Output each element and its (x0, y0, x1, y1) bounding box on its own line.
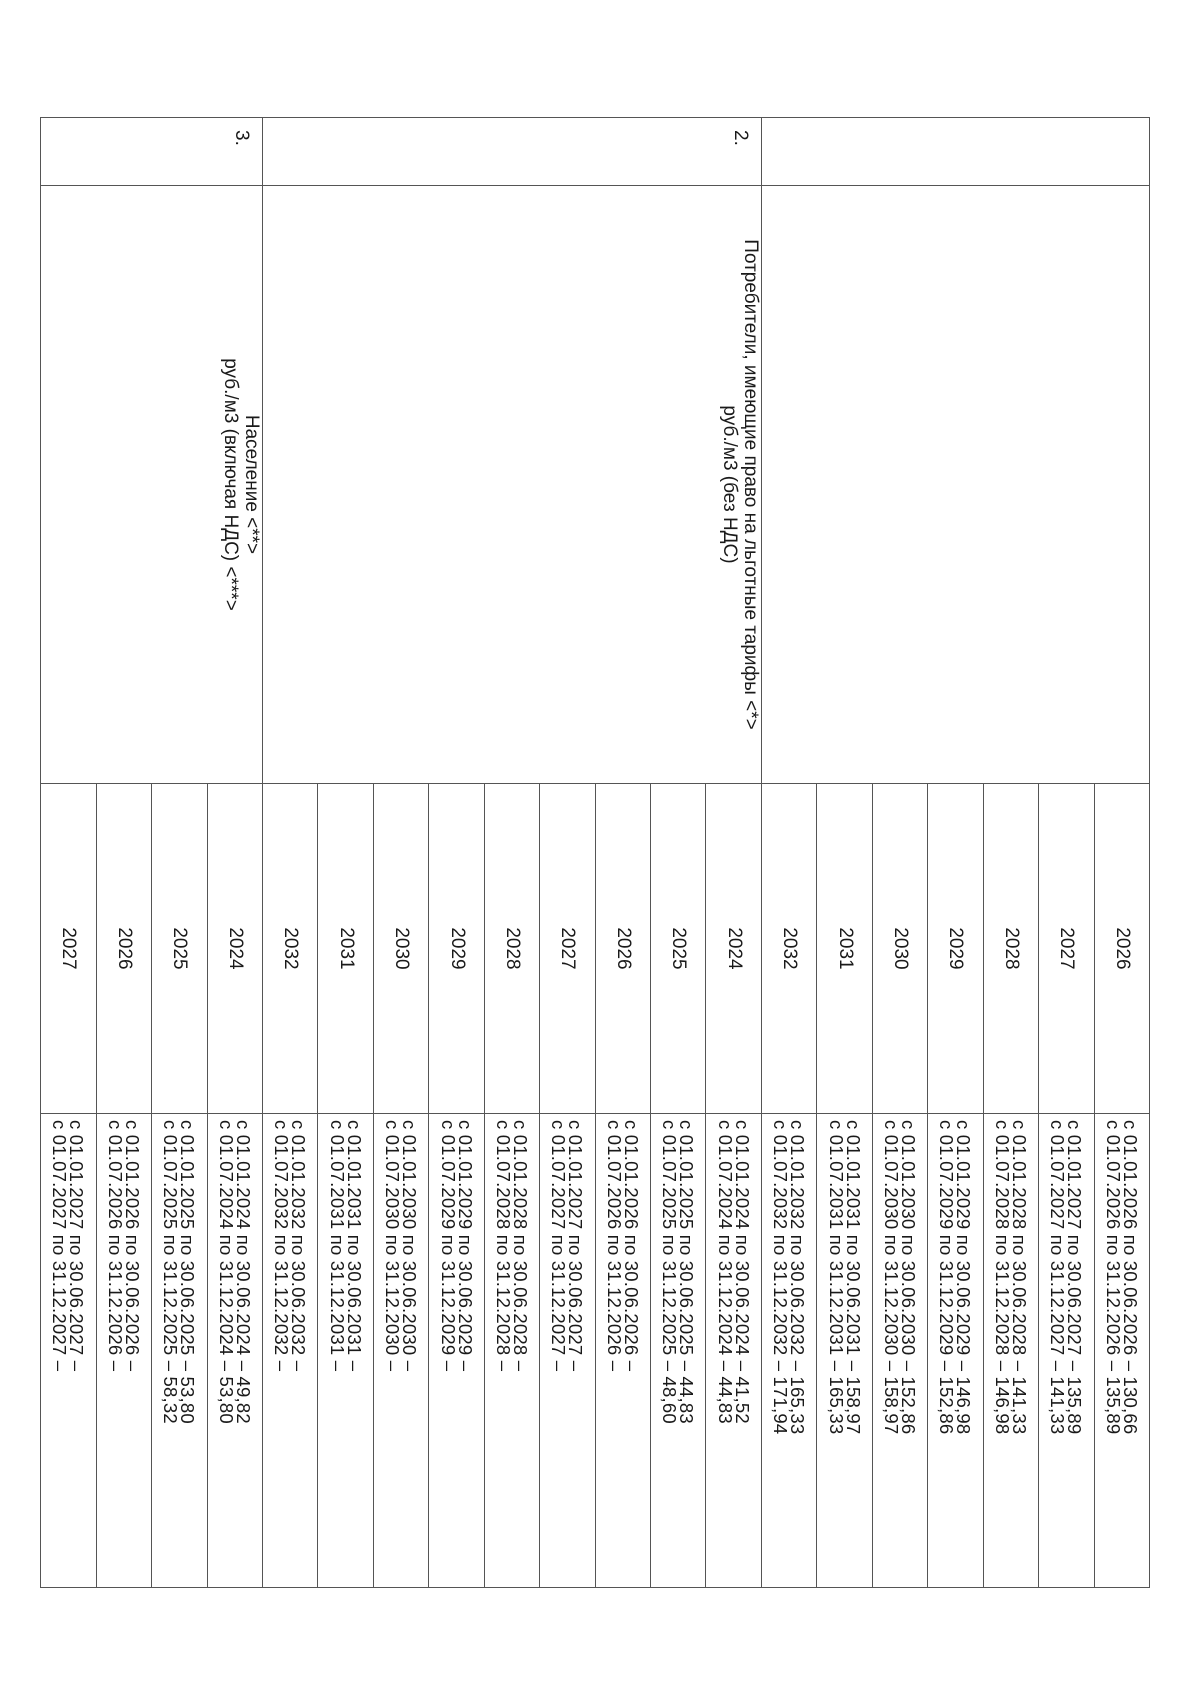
category-cell-empty (761, 186, 1149, 784)
period-cell (152, 1114, 207, 1588)
period-line: с 01.01.2028 по 30.06.2028 – (509, 1120, 531, 1372)
period-line: с 01.07.2027 по 31.12.2027 – (548, 1120, 570, 1372)
period-line: с 01.07.2030 по 31.12.2030 – 158,97 (881, 1120, 903, 1435)
category-line: Население <**> (241, 414, 262, 555)
period-line: с 01.07.2029 по 31.12.2029 – (437, 1120, 459, 1372)
period-line: с 01.07.2032 по 31.12.2032 – 171,94 (770, 1120, 792, 1435)
number-cell-empty (761, 118, 1149, 186)
year-cell: 2032 (761, 784, 816, 1114)
tariff-table (40, 117, 1150, 1588)
table-row (1094, 118, 1149, 1588)
period-line: с 01.07.2030 по 31.12.2030 – (382, 1120, 404, 1372)
period-line: с 01.01.2029 по 30.06.2029 – (454, 1120, 476, 1372)
period-cell (595, 1114, 650, 1588)
period-line: с 01.07.2032 по 31.12.2032 – (271, 1120, 293, 1372)
period-line: с 01.01.2026 по 30.06.2026 – (620, 1120, 642, 1372)
year-cell: 2030 (872, 784, 927, 1114)
period-line: с 01.07.2025 по 31.12.2025 – 48,60 (659, 1120, 681, 1424)
table-row (706, 118, 761, 1588)
period-line: с 01.01.2027 по 30.06.2027 – (565, 1120, 587, 1372)
year-cell: 2028 (484, 784, 539, 1114)
year-cell: 2026 (595, 784, 650, 1114)
year-cell: 2026 (1094, 784, 1149, 1114)
period-line: с 01.01.2027 по 30.06.2027 – (66, 1120, 88, 1372)
period-line: с 01.01.2026 по 30.06.2026 – (121, 1120, 143, 1372)
category-line: руб./м3 (включая НДС) <***> (220, 358, 241, 611)
period-cell (373, 1114, 428, 1588)
period-cell (540, 1114, 595, 1588)
period-line: с 01.07.2026 по 31.12.2026 – (603, 1120, 625, 1372)
period-cell (263, 1114, 318, 1588)
period-cell (429, 1114, 484, 1588)
period-line: с 01.07.2027 по 31.12.2027 – (49, 1120, 71, 1372)
table-row (207, 118, 262, 1588)
period-cell (207, 1114, 262, 1588)
year-cell: 2024 (207, 784, 262, 1114)
year-cell: 2028 (983, 784, 1038, 1114)
period-cell (651, 1114, 706, 1588)
period-cell (1039, 1114, 1094, 1588)
period-cell (928, 1114, 983, 1588)
period-cell (817, 1114, 872, 1588)
period-cell (872, 1114, 927, 1588)
year-cell: 2031 (318, 784, 373, 1114)
period-line: с 01.01.2031 по 30.06.2031 – 158,97 (842, 1120, 864, 1435)
year-cell: 2027 (41, 784, 97, 1114)
period-line: с 01.07.2028 по 31.12.2028 – 146,98 (991, 1120, 1013, 1435)
consumer-category: Потребители, имеющие право на льготные тарифы <*> руб./м3 (без НДС) (263, 186, 762, 784)
year-cell: 2027 (1039, 784, 1094, 1114)
period-line: с 01.07.2031 по 31.12.2031 – (326, 1120, 348, 1372)
year-cell: 2027 (540, 784, 595, 1114)
period-line: с 01.01.2029 по 30.06.2029 – 146,98 (953, 1120, 975, 1435)
period-line: с 01.07.2031 по 31.12.2031 – 165,33 (825, 1120, 847, 1435)
period-line: с 01.01.2024 по 30.06.2024 – 49,82 (232, 1120, 254, 1424)
period-line: с 01.01.2032 по 30.06.2032 – 165,33 (787, 1120, 809, 1435)
period-line: с 01.01.2028 по 30.06.2028 – 141,33 (1008, 1120, 1030, 1435)
period-cell (1094, 1114, 1149, 1588)
consumer-category (41, 186, 263, 784)
year-cell: 2030 (373, 784, 428, 1114)
period-line: с 01.01.2025 по 30.06.2025 – 53,80 (177, 1120, 199, 1424)
section-number: 2. (263, 118, 762, 186)
period-cell (983, 1114, 1038, 1588)
section-number: 3. (41, 118, 263, 186)
year-cell: 2029 (928, 784, 983, 1114)
period-line: с 01.01.2032 по 30.06.2032 – (288, 1120, 310, 1372)
period-line: с 01.07.2026 по 31.12.2026 – (104, 1120, 126, 1372)
period-line: с 01.01.2027 по 30.06.2027 – 135,89 (1064, 1120, 1086, 1435)
period-cell (706, 1114, 761, 1588)
period-line: с 01.01.2030 по 30.06.2030 – 152,86 (898, 1120, 920, 1435)
period-cell (41, 1114, 97, 1588)
period-line: с 01.01.2026 по 30.06.2026 – 130,66 (1119, 1120, 1141, 1435)
period-cell (761, 1114, 816, 1588)
period-line: с 01.01.2025 по 30.06.2025 – 44,83 (676, 1120, 698, 1424)
period-line: с 01.07.2029 по 31.12.2029 – 152,86 (936, 1120, 958, 1435)
period-line: с 01.01.2031 по 30.06.2031 – (343, 1120, 365, 1372)
year-cell: 2026 (96, 784, 151, 1114)
period-cell (484, 1114, 539, 1588)
year-cell: 2032 (263, 784, 318, 1114)
period-line: с 01.07.2027 по 31.12.2027 – 141,33 (1047, 1120, 1069, 1435)
period-cell (318, 1114, 373, 1588)
tariff-table-body (41, 118, 1150, 1588)
period-line: с 01.07.2025 по 31.12.2025 – 58,32 (160, 1120, 182, 1424)
period-line: с 01.07.2028 по 31.12.2028 – (492, 1120, 514, 1372)
year-cell: 2025 (651, 784, 706, 1114)
period-line: с 01.01.2030 по 30.06.2030 – (399, 1120, 421, 1372)
year-cell: 2024 (706, 784, 761, 1114)
period-line: с 01.01.2024 по 30.06.2024 – 41,52 (731, 1120, 753, 1424)
year-cell: 2031 (817, 784, 872, 1114)
period-line: с 01.07.2026 по 31.12.2026 – 135,89 (1102, 1120, 1124, 1435)
period-cell (96, 1114, 151, 1588)
period-line: с 01.07.2024 по 31.12.2024 – 44,83 (714, 1120, 736, 1424)
year-cell: 2029 (429, 784, 484, 1114)
year-cell: 2025 (152, 784, 207, 1114)
period-line: с 01.07.2024 по 31.12.2024 – 53,80 (215, 1120, 237, 1424)
